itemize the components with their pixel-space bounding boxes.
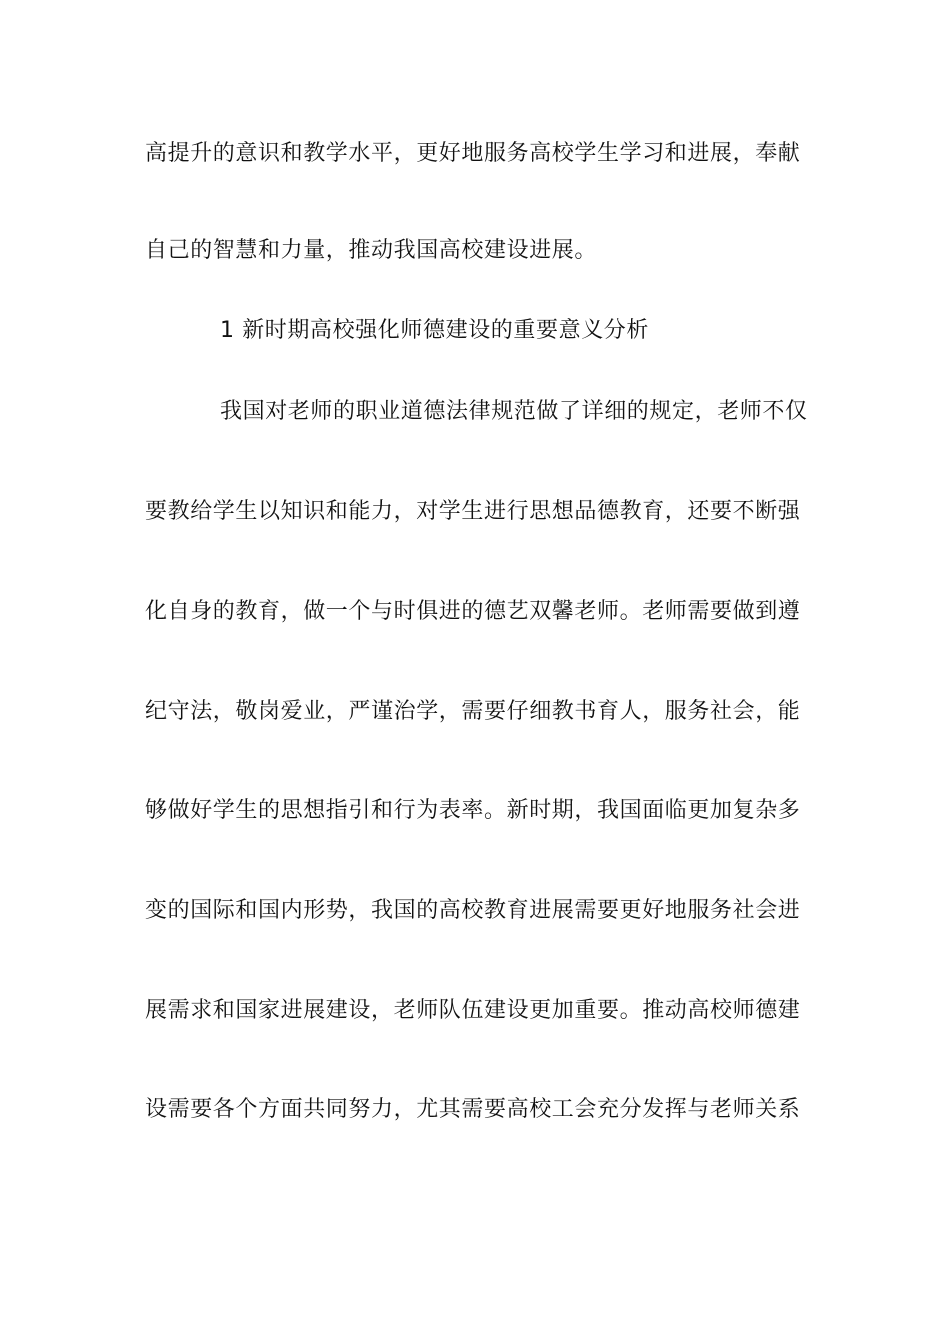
body-text-line: 化自身的教育，做一个与时俱进的德艺双馨老师。老师需要做到遵 <box>145 599 801 624</box>
paragraph-first-line: 我国对老师的职业道德法律规范做了详细的规定，老师不仅 <box>220 399 808 424</box>
body-text-line: 高提升的意识和教学水平，更好地服务高校学生学习和进展，奉献 <box>145 141 801 166</box>
body-text-line: 设需要各个方面共同努力，尤其需要高校工会充分发挥与老师关系 <box>145 1097 801 1122</box>
body-text-line: 纪守法，敬岗爱业，严谨治学，需要仔细教书育人，服务社会，能 <box>145 699 801 724</box>
body-text-line: 自己的智慧和力量，推动我国高校建设进展。 <box>145 238 598 263</box>
body-text-line: 要教给学生以知识和能力，对学生进行思想品德教育，还要不断强 <box>145 499 801 524</box>
body-text-line: 够做好学生的思想指引和行为表率。新时期，我国面临更加复杂多 <box>145 798 801 823</box>
section-heading: 1 新时期高校强化师德建设的重要意义分析 <box>220 318 649 343</box>
body-text-line: 变的国际和国内形势，我国的高校教育进展需要更好地服务社会进 <box>145 898 801 923</box>
body-text-line: 展需求和国家进展建设，老师队伍建设更加重要。推动高校师德建 <box>145 998 801 1023</box>
